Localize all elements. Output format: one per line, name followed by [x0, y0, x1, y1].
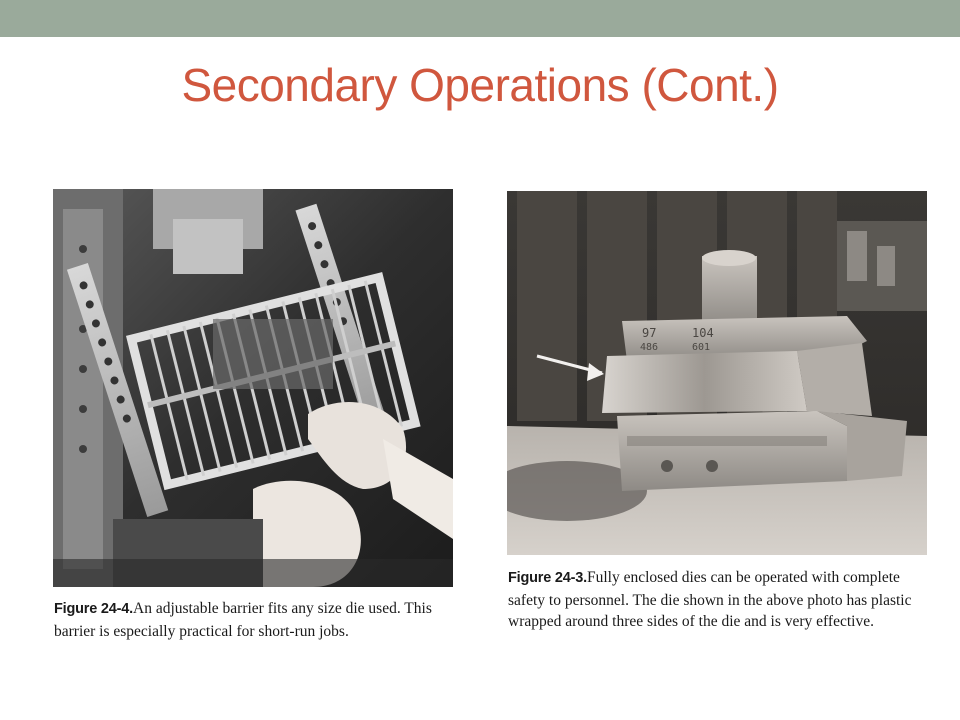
top-accent-bar	[0, 0, 960, 37]
figure-24-4-text: An adjustable barrier fits any size die used. This barrier is especially practical for short-run jobs.	[54, 600, 432, 640]
die-marking-486: 486	[640, 342, 659, 353]
die-marking-104: 104	[692, 326, 714, 340]
die-marking-97: 97	[642, 326, 657, 340]
figure-24-3-text: Fully enclosed dies can be operated with complete safety to personnel. The die shown in the above photo has plastic wrapped around three sides of the die and is very effective.	[508, 569, 912, 630]
figure-24-3-photo	[507, 191, 927, 555]
figure-24-3-caption	[508, 567, 930, 633]
figure-24-4-caption	[54, 598, 456, 642]
slide-title: Secondary Operations (Cont.)	[181, 59, 779, 111]
die-marking-601: 601	[692, 342, 711, 353]
figure-24-3-label: Figure 24-3.	[508, 570, 587, 586]
figure-24-4-label: Figure 24-4.	[54, 601, 133, 617]
figure-24-4-photo	[53, 189, 453, 587]
